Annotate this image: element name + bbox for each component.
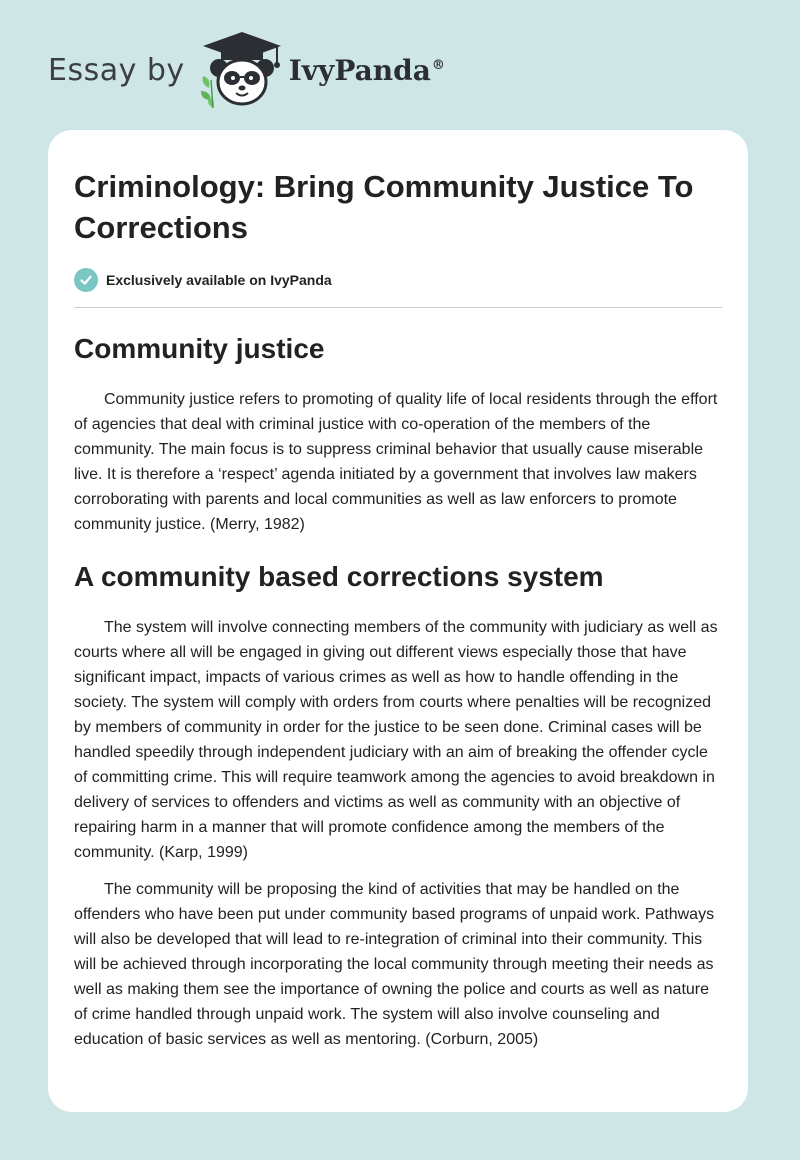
registered-mark: ® (431, 58, 445, 74)
section-heading-community-justice: Community justice (74, 333, 325, 364)
essay-by-label: Essay by (48, 52, 185, 88)
article-title: Criminology: Bring Community Justice To Corrections (74, 169, 694, 245)
paragraph: The community will be proposing the kind of activities that may be handled on the offenders who have been put under community based programs of unpaid work. Pathways will also be developed that will lead to re-integration of criminal into their community. This will be achieved through incorporating the local community through meeting their needs as well as making them see the importance of owning the police and courts as well as nature of crime handled through unpaid work. The system will also involve counseling and education of basic services as well as mentoring. (Corburn, 2005) (74, 881, 715, 1048)
check-icon (74, 268, 98, 292)
paragraph: The system will involve connecting members of the community with judiciary as well as courts where all will be engaged in giving out different views especially those that have significant impact, impacts of various crimes as well as how to handle offending in the society. The system will comply with orders from courts where penalties will be recognized by members of community in order for the justice to be seen done. Criminal cases will be handled speedily through independent judiciary with an aim of breaking the offender cycle of committing crime. This will require teamwork among the agencies to avoid breakdown in delivery of services to offenders and victims as well as community with an objective of repairing harm in a manner that will promote confidence among the members of the community. (Karp, 1999) (74, 619, 718, 861)
article-card (48, 130, 748, 1112)
site-header (48, 30, 445, 110)
paragraph: Community justice refers to promoting of quality life of local residents through the effort of agencies that deal with criminal justice with co-operation of the members of the community. The main focus is to suppress criminal behavior that usually cause miserable live. It is therefore a ‘respect’ agenda initiated by a government that involves law makers corroborating with parents and local communities as well as law enforcers to promote community justice. (Merry, 1982) (74, 391, 718, 533)
badge-text: Exclusively available on IvyPanda (106, 272, 332, 288)
panda-logo-icon (197, 30, 287, 110)
divider (74, 307, 722, 308)
section-heading-corrections-system: A community based corrections system (74, 561, 604, 592)
brand-name: IvyPanda® (288, 53, 445, 87)
exclusive-badge (74, 267, 722, 293)
